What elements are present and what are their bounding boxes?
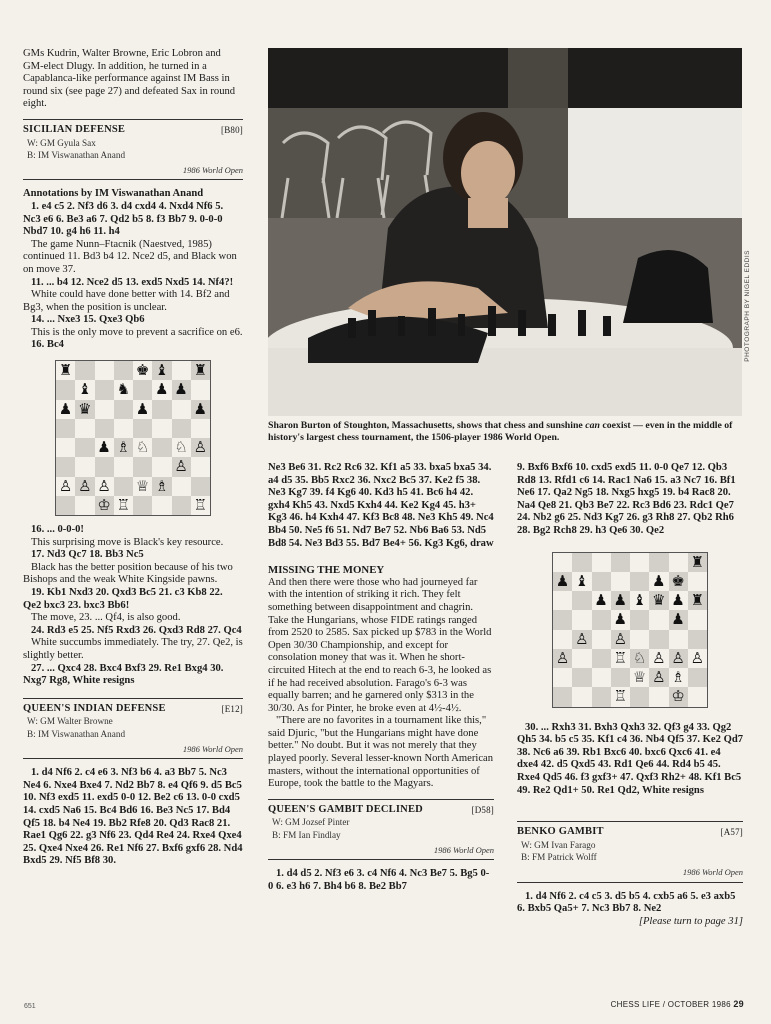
board-square: ♙ bbox=[75, 477, 94, 496]
moves: 24. Rd3 e5 25. Nf5 Rxd3 26. Qxd3 Rd8 27. Qc4 bbox=[31, 624, 242, 636]
intro-paragraph: GMs Kudrin, Walter Browne, Eric Lobron and GM-elect Dlugy. In addition, he turned in a Capablanca-like performance against IM Bass in round six (see page 27) and defeated Sax in round eight. bbox=[23, 48, 236, 110]
board-square bbox=[152, 419, 171, 438]
moves-text: Ne3 Be6 31. Rc2 Rc6 32. Kf1 a5 33. bxa5 bxa5 34. a4 d5 35. Bb5 Rxc2 36. Nxc2 Bc5 37. Ke2 f5 38. Ne3 Kg7 39. f4 Kg6 40. Kd3 h5 41. Bc6 h4 42. gxh4 Kh5 43. Nxd5 Kxh4 44. Ke2 Kg4 45. h3+ Kg3 46. h4 Kxh4 47. Kf3 Bc8 48. Ne3 Kh5 49. Nc4 Bb4 50. Ne5 f6 51. Nd7 Be7 52. Nb6 Ba6 53. Nd5 Bd8 54. Ne3 Bd3 55. Bd7 Be4+ 56. Kg3 Kg6, bbox=[268, 462, 494, 549]
board-square: ♔ bbox=[95, 496, 114, 515]
board-square bbox=[75, 419, 94, 438]
board-square: ♛ bbox=[649, 591, 668, 610]
continued-note: [Please turn to page 31] bbox=[638, 915, 743, 927]
note: The move, 23. ... Qf4, is also good. bbox=[31, 612, 181, 624]
board-square bbox=[630, 610, 649, 629]
board-square: ♟ bbox=[649, 572, 668, 591]
board-square bbox=[95, 419, 114, 438]
board-square: ♚ bbox=[133, 361, 152, 380]
game-title: SICILIAN DEFENSE bbox=[23, 123, 126, 135]
board-square bbox=[152, 400, 171, 419]
board-square bbox=[133, 419, 152, 438]
board-square bbox=[95, 361, 114, 380]
board-square bbox=[152, 496, 171, 515]
board-square bbox=[75, 361, 94, 380]
board-square bbox=[592, 649, 611, 668]
event-name: 1986 World Open bbox=[268, 844, 494, 861]
board-square bbox=[649, 630, 668, 649]
board-square: ♖ bbox=[191, 496, 210, 515]
board-square: ♙ bbox=[688, 649, 707, 668]
board-square bbox=[688, 687, 707, 706]
game-header-qgd bbox=[268, 799, 494, 860]
white-player: W: GM Jozsef Pinter bbox=[272, 817, 350, 828]
page-footer bbox=[611, 999, 744, 1009]
note: The game Nunn–Ftacnik (Naestved, 1985) continued 11. Bd3 b4 12. Nce2 d5, and Black won on move 37. bbox=[23, 238, 237, 275]
note: This surprising move is Black's key resource. bbox=[31, 536, 224, 548]
note: White succumbs immediately. The try, 27. Qe2, is slightly better. bbox=[23, 637, 243, 661]
moves bbox=[268, 462, 494, 550]
board-square: ♜ bbox=[688, 591, 707, 610]
game-result: White resigns bbox=[642, 784, 704, 796]
moves-text: 30. ... Rxh3 31. Bxh3 Qxh3 32. Qf3 g4 33. Qg2 Qh5 34. b5 c5 35. Kf1 c4 36. Nb4 Qf5 37. Ke2 Qd7 38. Nc6 a6 39. Rb1 Bxc6 40. bxc6 Qxc6 41. e4 dxe4 42. d5 Qxd5 43. Rd1 Qe6 44. Rd4 b5 45. Rxe4 Qd5 46. f3 gxf3+ 47. Qxf3 Rh2+ 48. Kf1 Bc5 49. Re2 Qd1+ 50. Re1 Qd2, bbox=[517, 721, 744, 796]
board-square bbox=[630, 687, 649, 706]
caption-text: coexist — even in the middle of history's largest chess tournament, the 1506-player 1986 World Open. bbox=[268, 420, 733, 443]
publication-name: CHESS LIFE / OCTOBER 1986 bbox=[610, 1000, 731, 1009]
moves: 17. Nd3 Qc7 18. Bb3 Nc5 bbox=[31, 549, 144, 561]
white-player: W: GM Walter Browne bbox=[27, 716, 113, 727]
board-square: ♟ bbox=[95, 438, 114, 457]
board-square: ♗ bbox=[669, 668, 688, 687]
board-square: ♘ bbox=[133, 438, 152, 457]
event-name: 1986 World Open bbox=[23, 743, 243, 760]
article-paragraph: And then there were those who had journeyed far with the intention of striking it rich. They felt something between disappointment and chagrin. Take the Hungarians, whose FIDE ratings ranged from 2520 to 2585. Sax picked up $783 in the World Open 30/30 Championship, and except for consolation money that was it. When he short-circuited Hitech at the end to reach 6-3, he looked as if he had received absolution. Farago's 6-3 was equally barren; and he garnered only $313 in the 30/30. As for Pinter, he broke even at 4½-4½. bbox=[268, 576, 492, 714]
board-square bbox=[688, 572, 707, 591]
board-square bbox=[114, 400, 133, 419]
board-square bbox=[95, 457, 114, 476]
board-square bbox=[669, 630, 688, 649]
board-square bbox=[611, 668, 630, 687]
board-square bbox=[553, 591, 572, 610]
moves: 16. ... 0-0-0! bbox=[31, 524, 84, 536]
board-square: ♙ bbox=[669, 649, 688, 668]
moves: 19. Kb1 Nxd3 20. Qxd3 Bc5 21. c3 Kb8 22. Qe2 bxc3 23. bxc3 Bb6! bbox=[23, 587, 223, 611]
board-square: ♟ bbox=[56, 400, 75, 419]
board-square bbox=[688, 630, 707, 649]
chess-diagram bbox=[552, 552, 708, 708]
board-square bbox=[611, 553, 630, 572]
board-square bbox=[56, 496, 75, 515]
board-square: ♝ bbox=[630, 591, 649, 610]
moves bbox=[517, 722, 743, 798]
black-player: B: FM Patrick Wolff bbox=[521, 852, 597, 863]
board-square: ♟ bbox=[172, 380, 191, 399]
board-square bbox=[56, 457, 75, 476]
section-heading: MISSING THE MONEY bbox=[268, 564, 385, 577]
moves: 27. ... Qxc4 28. Bxc4 Bxf3 29. Re1 Bxg4 30. Nxg7 Rg8, White resigns bbox=[23, 662, 224, 687]
eco-code: [B80] bbox=[221, 124, 243, 135]
left-column bbox=[23, 48, 243, 868]
board-square bbox=[553, 668, 572, 687]
board-square: ♟ bbox=[611, 610, 630, 629]
moves: 1. e4 c5 2. Nf3 d6 3. d4 cxd4 4. Nxd4 Nf6 5. Nc3 e6 6. Be3 a6 7. Qd2 b5 8. f3 Bb7 9. 0-0-0 Nbd7 10. g4 h6 11. h4 bbox=[23, 200, 224, 238]
game-header-queens-indian bbox=[23, 698, 243, 759]
board-square bbox=[630, 553, 649, 572]
eco-code: [E12] bbox=[221, 703, 243, 714]
caption-emphasis: can bbox=[585, 420, 600, 431]
board-square: ♜ bbox=[191, 361, 210, 380]
annotator: Annotations by IM Viswanathan Anand bbox=[23, 188, 204, 200]
board-square bbox=[553, 553, 572, 572]
board-square bbox=[669, 553, 688, 572]
photo-caption bbox=[268, 420, 742, 443]
board-square bbox=[172, 361, 191, 380]
board-square: ♟ bbox=[669, 610, 688, 629]
board-square bbox=[152, 457, 171, 476]
board-square: ♟ bbox=[553, 572, 572, 591]
note: White could have done better with 14. Bf2 and Bg3, when the position is unclear. bbox=[23, 289, 230, 313]
caption-text: Sharon Burton of Stoughton, Massachusetts, shows that chess and sunshine bbox=[268, 420, 583, 431]
board-square: ♚ bbox=[669, 572, 688, 591]
board-square bbox=[630, 630, 649, 649]
board-square bbox=[114, 457, 133, 476]
board-square bbox=[56, 438, 75, 457]
white-player: W: GM Ivan Farago bbox=[521, 839, 596, 850]
board-square: ♟ bbox=[669, 591, 688, 610]
board-square: ♟ bbox=[133, 400, 152, 419]
board-square bbox=[611, 572, 630, 591]
board-square bbox=[572, 649, 591, 668]
white-player: W: GM Gyula Sax bbox=[27, 137, 96, 148]
board-square: ♜ bbox=[688, 553, 707, 572]
board-square bbox=[592, 610, 611, 629]
photo-illustration bbox=[268, 48, 742, 416]
board-square bbox=[114, 477, 133, 496]
board-square: ♔ bbox=[669, 687, 688, 706]
right-column bbox=[517, 462, 743, 928]
board-square: ♙ bbox=[553, 649, 572, 668]
board-square: ♕ bbox=[133, 477, 152, 496]
photo-credit: PHOTOGRAPH BY NIGEL EDDIS bbox=[744, 250, 751, 362]
board-square bbox=[191, 477, 210, 496]
board-square bbox=[172, 477, 191, 496]
board-square: ♙ bbox=[191, 438, 210, 457]
board-square bbox=[572, 610, 591, 629]
board-square: ♝ bbox=[75, 380, 94, 399]
moves: 9. Bxf6 Bxf6 10. cxd5 exd5 11. 0-0 Qe7 12. Qb3 Rd8 13. Rfd1 c6 14. Rac1 Na6 15. a3 Nc7 16. Bf1 Ne6 17. Qa2 Ng5 18. Nxg5 hxg5 19. b4 Rac8 20. Na4 Qe8 21. Qb3 Be7 22. Rc3 Bd6 23. Rdc1 Qe7 24. Nb2 g6 25. Nd3 Kg7 26. g3 Rh8 27. Qb2 Rh6 28. Bg2 Rch8 29. h3 Qe6 30. Qe2 bbox=[517, 462, 736, 536]
board-square: ♝ bbox=[152, 361, 171, 380]
eco-code: [A57] bbox=[720, 827, 743, 838]
event-name: 1986 World Open bbox=[517, 866, 743, 883]
board-square bbox=[56, 419, 75, 438]
event-name: 1986 World Open bbox=[23, 164, 243, 181]
board-square bbox=[553, 687, 572, 706]
board-square bbox=[75, 457, 94, 476]
tournament-photo bbox=[268, 48, 742, 416]
board-square: ♞ bbox=[114, 380, 133, 399]
board-square bbox=[572, 687, 591, 706]
moves: 16. Bc4 bbox=[31, 339, 64, 351]
game-result: draw bbox=[470, 537, 494, 549]
article-paragraph: "There are no favorites in a tournament like this," said Djuric, "but the Hungarians might have done better." No doubt. But it was not merely that they played poorly. Several lesser-known North American masters, without the international opportunities of Europe, took the battle to the Magyars. bbox=[268, 715, 494, 790]
game-header-benko bbox=[517, 821, 743, 882]
board-square: ♙ bbox=[95, 477, 114, 496]
board-square bbox=[95, 380, 114, 399]
black-player: B: IM Viswanathan Anand bbox=[27, 728, 126, 739]
board-square: ♖ bbox=[114, 496, 133, 515]
board-square bbox=[572, 668, 591, 687]
board-square: ♘ bbox=[172, 438, 191, 457]
board-square bbox=[553, 610, 572, 629]
board-square bbox=[649, 610, 668, 629]
board-square: ♟ bbox=[611, 591, 630, 610]
board-square bbox=[572, 553, 591, 572]
board-square bbox=[75, 438, 94, 457]
board-square bbox=[114, 419, 133, 438]
board-square bbox=[133, 457, 152, 476]
board-square bbox=[75, 496, 94, 515]
board-square bbox=[649, 553, 668, 572]
board-square: ♟ bbox=[191, 400, 210, 419]
board-square bbox=[191, 380, 210, 399]
board-square: ♙ bbox=[611, 630, 630, 649]
board-square bbox=[688, 668, 707, 687]
board-square: ♙ bbox=[649, 668, 668, 687]
board-square bbox=[592, 687, 611, 706]
moves: 11. ... b4 12. Nce2 d5 13. exd5 Nxd5 14. Nf4?! bbox=[31, 276, 234, 288]
moves: 1. d4 d5 2. Nf3 e6 3. c4 Nf6 4. Nc3 Be7 5. Bg5 0-0 6. e3 h6 7. Bh4 b6 8. Be2 Bb7 bbox=[268, 868, 490, 892]
board-square: ♙ bbox=[649, 649, 668, 668]
chess-diagram bbox=[55, 360, 211, 516]
board-square bbox=[630, 572, 649, 591]
black-player: B: IM Viswanathan Anand bbox=[27, 150, 126, 161]
board-square bbox=[114, 361, 133, 380]
board-square bbox=[172, 400, 191, 419]
board-square bbox=[152, 438, 171, 457]
board-square: ♛ bbox=[75, 400, 94, 419]
board-square: ♕ bbox=[630, 668, 649, 687]
board-square: ♘ bbox=[630, 649, 649, 668]
board-square bbox=[572, 591, 591, 610]
board-square bbox=[172, 419, 191, 438]
board-square bbox=[172, 496, 191, 515]
board-square bbox=[95, 400, 114, 419]
board-square: ♟ bbox=[152, 380, 171, 399]
board-square bbox=[133, 380, 152, 399]
board-square bbox=[592, 668, 611, 687]
middle-column bbox=[268, 462, 494, 893]
board-square bbox=[56, 380, 75, 399]
board-square: ♟ bbox=[592, 591, 611, 610]
eco-code: [D58] bbox=[471, 804, 494, 815]
board-square bbox=[592, 630, 611, 649]
game-title: QUEEN'S INDIAN DEFENSE bbox=[23, 702, 166, 714]
page-number: 29 bbox=[733, 999, 744, 1009]
board-square bbox=[688, 610, 707, 629]
black-player: B: FM Ian Findlay bbox=[272, 830, 341, 841]
board-square: ♗ bbox=[114, 438, 133, 457]
note: This is the only move to prevent a sacrifice on e6. bbox=[31, 326, 243, 338]
moves: 1. d4 Nf6 2. c4 e6 3. Nf3 b6 4. a3 Bb7 5. Nc3 Ne4 6. Nxe4 Bxe4 7. Nd2 Bb7 8. e4 Qf6 9. d5 Bc5 10. Nf3 exd5 11. exd5 0-0 12. Be2 c6 13. 0-0 cxd5 14. cxd5 Na6 15. Bc4 Bd6 16. Be3 Nc5 17. Bd4 Qf5 18. b4 Ne4 19. Bb2 Rfe8 20. Qd3 Rac8 21. Rae1 Qg6 22. g3 Nf6 23. Qd4 Re4 24. Rxe4 Qxe4 25. Qxe4 Nxe4 26. Re1 Nf6 27. Bxf6 gxf6 28. Nd4 Bxd5 29. Nf5 Bf8 30. bbox=[23, 767, 243, 867]
board-square bbox=[133, 496, 152, 515]
board-square bbox=[191, 419, 210, 438]
board-square bbox=[191, 457, 210, 476]
board-square: ♙ bbox=[172, 457, 191, 476]
note: Black has the better position because of his two Bishops and the weak White Kingside pawns. bbox=[23, 561, 233, 586]
board-square: ♗ bbox=[152, 477, 171, 496]
board-square: ♙ bbox=[572, 630, 591, 649]
board-square bbox=[553, 630, 572, 649]
game-title: QUEEN'S GAMBIT DECLINED bbox=[268, 803, 423, 815]
board-square: ♝ bbox=[572, 572, 591, 591]
moves: 14. ... Nxe3 15. Qxe3 Qb6 bbox=[31, 314, 145, 326]
board-square: ♖ bbox=[611, 687, 630, 706]
game-title: BENKO GAMBIT bbox=[517, 826, 604, 838]
board-square: ♜ bbox=[56, 361, 75, 380]
folio-number: 651 bbox=[24, 1003, 36, 1010]
board-square: ♖ bbox=[611, 649, 630, 668]
board-square bbox=[592, 553, 611, 572]
moves: 1. d4 Nf6 2. c4 c5 3. d5 b5 4. cxb5 a6 5. e3 axb5 6. Bxb5 Qa5+ 7. Nc3 Bb7 8. Ne2 bbox=[517, 890, 736, 915]
board-square bbox=[649, 687, 668, 706]
board-square bbox=[592, 572, 611, 591]
board-square: ♙ bbox=[56, 477, 75, 496]
game-header-sicilian bbox=[23, 119, 243, 180]
